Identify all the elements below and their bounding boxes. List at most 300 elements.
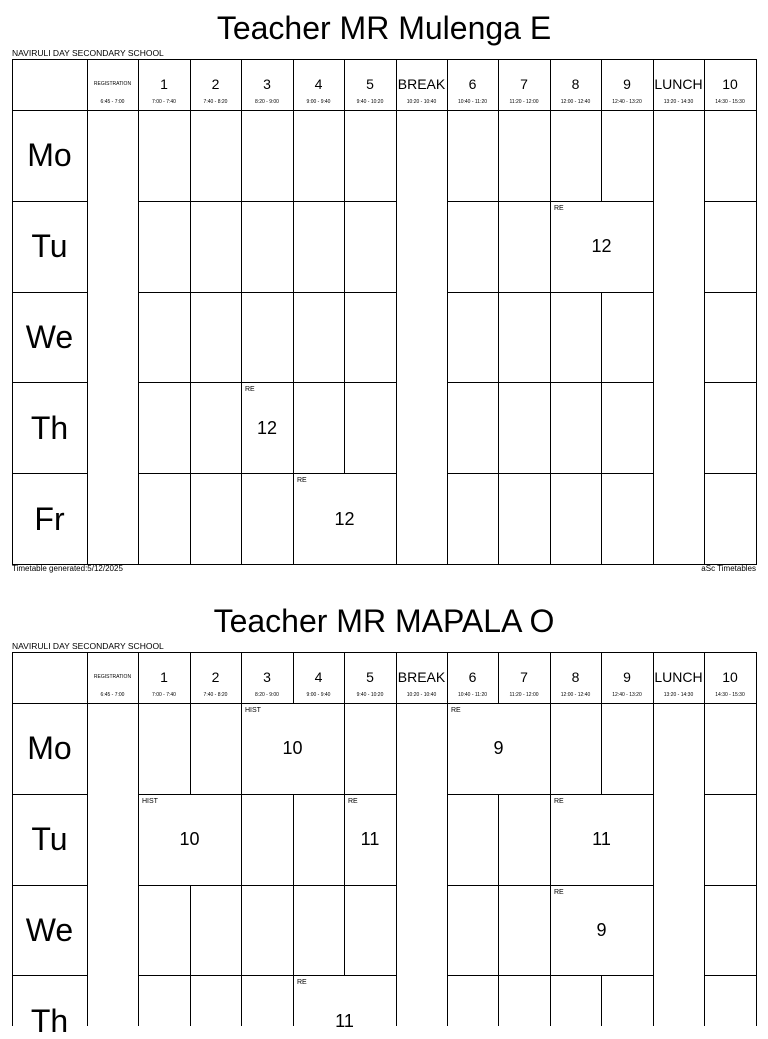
lesson-class: 11 bbox=[360, 829, 380, 850]
cell-separator bbox=[601, 292, 602, 383]
cell-separator bbox=[447, 382, 448, 473]
cell-bottom bbox=[12, 975, 88, 976]
grid-border-right bbox=[756, 652, 757, 1026]
header-time: 9:00 - 9:40 bbox=[306, 99, 331, 105]
cell-separator bbox=[87, 382, 88, 473]
cell-bottom bbox=[550, 975, 602, 976]
lesson-subject: RE bbox=[554, 204, 564, 212]
header-separator bbox=[498, 59, 499, 110]
lesson-class: 11 bbox=[592, 829, 611, 850]
header-separator bbox=[704, 652, 705, 703]
day-label-we: We bbox=[25, 319, 74, 355]
cell-bottom bbox=[498, 292, 551, 293]
header-period-lunch: LUNCH bbox=[654, 669, 703, 685]
cell-separator bbox=[293, 110, 294, 201]
lesson-class: 9 bbox=[596, 920, 607, 940]
cell-separator bbox=[704, 110, 705, 201]
cell-separator bbox=[550, 382, 551, 473]
lesson-subject: RE bbox=[554, 797, 564, 805]
cell-bottom bbox=[293, 382, 345, 383]
header-period-break: BREAK bbox=[397, 669, 446, 685]
day-label-tu: Tu bbox=[31, 821, 68, 858]
cell-bottom bbox=[601, 382, 654, 383]
cell-bottom bbox=[498, 382, 551, 383]
header-period-9: 9 bbox=[623, 76, 631, 92]
cell-separator bbox=[138, 975, 139, 1026]
lesson-subject: RE bbox=[451, 707, 461, 714]
cell-bottom bbox=[293, 794, 345, 795]
cell-separator bbox=[447, 201, 448, 292]
cell-separator bbox=[704, 473, 705, 564]
timetable-title: Teacher MR Mulenga E bbox=[216, 10, 552, 46]
header-period-5: 5 bbox=[366, 76, 374, 92]
grid-header-line bbox=[12, 703, 756, 704]
cell-separator bbox=[138, 382, 139, 473]
cell-separator bbox=[498, 885, 499, 976]
cell-bottom bbox=[190, 975, 242, 976]
header-period-8: 8 bbox=[571, 76, 580, 92]
header-separator bbox=[344, 652, 345, 703]
cell-bottom bbox=[344, 975, 397, 976]
cell-bottom bbox=[447, 473, 499, 474]
cell-bottom bbox=[447, 975, 499, 976]
header-period-6: 6 bbox=[468, 669, 477, 685]
header-period-break: BREAK bbox=[397, 76, 446, 92]
header-period-6: 6 bbox=[468, 76, 477, 92]
cell-separator bbox=[87, 110, 88, 201]
cell-bottom bbox=[550, 201, 602, 202]
header-period-4: 4 bbox=[314, 669, 323, 685]
cell-bottom bbox=[344, 885, 397, 886]
header-separator bbox=[87, 59, 88, 110]
header-time: 12:00 - 12:40 bbox=[560, 692, 591, 698]
cell-bottom bbox=[241, 292, 294, 293]
cell-bottom bbox=[138, 473, 191, 474]
cell-separator bbox=[550, 110, 551, 201]
header-period-10: 10 bbox=[722, 76, 738, 92]
cell-separator bbox=[138, 885, 139, 976]
cell-bottom bbox=[498, 473, 551, 474]
cell-bottom bbox=[293, 885, 345, 886]
cell-separator bbox=[704, 703, 705, 794]
header-time: 12:40 - 13:20 bbox=[612, 692, 642, 698]
cell-bottom bbox=[138, 975, 191, 976]
grid-header-line bbox=[12, 110, 756, 111]
cell-separator bbox=[396, 201, 397, 292]
cell-bottom bbox=[601, 975, 654, 976]
header-separator bbox=[601, 59, 602, 110]
cell-separator bbox=[87, 885, 88, 976]
lesson-class: 10 bbox=[179, 829, 200, 850]
cell-separator bbox=[653, 794, 654, 885]
cell-bottom bbox=[190, 201, 242, 202]
cell-separator bbox=[498, 382, 499, 473]
cell-bottom bbox=[447, 794, 499, 795]
header-time: 9:40 - 10:20 bbox=[356, 692, 384, 698]
cell-bottom bbox=[190, 473, 242, 474]
cell-separator bbox=[241, 794, 242, 885]
header-time: 11:20 - 12:00 bbox=[509, 99, 539, 105]
day-label-we: We bbox=[25, 912, 74, 948]
cell-separator bbox=[344, 110, 345, 201]
cell-separator bbox=[498, 110, 499, 201]
header-separator bbox=[241, 59, 242, 110]
cell-separator bbox=[87, 292, 88, 383]
cell-separator bbox=[704, 975, 705, 1026]
header-time: 10:40 - 11:20 bbox=[457, 692, 488, 698]
cell-separator bbox=[396, 292, 397, 383]
cell-separator bbox=[447, 975, 448, 1026]
cell-bottom bbox=[241, 564, 294, 565]
cell-bottom bbox=[601, 794, 654, 795]
cell-separator bbox=[190, 473, 191, 564]
cell-separator bbox=[396, 885, 397, 976]
header-separator bbox=[653, 59, 654, 110]
header-period-3: 3 bbox=[263, 669, 271, 685]
cell-bottom bbox=[12, 794, 88, 795]
day-label-mo: Mo bbox=[27, 137, 72, 174]
cell-bottom bbox=[498, 975, 551, 976]
cell-bottom bbox=[704, 382, 757, 383]
cell-bottom bbox=[498, 794, 551, 795]
cell-separator bbox=[601, 382, 602, 473]
cell-bottom bbox=[293, 975, 345, 976]
cell-separator bbox=[396, 382, 397, 473]
lesson-subject: RE bbox=[554, 888, 564, 896]
cell-separator bbox=[601, 110, 602, 201]
header-separator bbox=[396, 59, 397, 110]
header-period-4: 4 bbox=[314, 76, 323, 92]
cell-separator bbox=[138, 473, 139, 564]
header-time: 6:45 - 7:00 bbox=[100, 692, 125, 698]
timetable-title: Teacher MR MAPALA O bbox=[213, 603, 555, 639]
cell-separator bbox=[241, 975, 242, 1026]
header-registration: REGISTRATION bbox=[93, 674, 132, 680]
header-time: 9:40 - 10:20 bbox=[356, 99, 384, 105]
header-time: 13:20 - 14:30 bbox=[663, 692, 694, 698]
header-period-lunch: LUNCH bbox=[654, 76, 703, 92]
header-period-10: 10 bbox=[722, 669, 738, 685]
cell-separator bbox=[293, 885, 294, 976]
grid-border-top bbox=[12, 59, 756, 60]
header-period-2: 2 bbox=[211, 76, 220, 92]
header-time: 10:40 - 11:20 bbox=[457, 99, 488, 105]
school-name: NAVIRULI DAY SECONDARY SCHOOL bbox=[12, 48, 164, 58]
cell-bottom bbox=[190, 382, 242, 383]
footer-generated: Timetable generated:5/12/2025 bbox=[12, 564, 123, 573]
header-time: 11:20 - 12:00 bbox=[509, 692, 539, 698]
cell-bottom bbox=[138, 794, 191, 795]
cell-bottom bbox=[601, 292, 654, 293]
school-name: NAVIRULI DAY SECONDARY SCHOOL bbox=[12, 641, 164, 651]
header-separator bbox=[601, 652, 602, 703]
cell-separator bbox=[190, 885, 191, 976]
cell-bottom bbox=[550, 292, 602, 293]
lesson-subject: RE bbox=[245, 386, 255, 394]
cell-bottom bbox=[704, 473, 757, 474]
cell-bottom bbox=[550, 382, 602, 383]
cell-separator bbox=[241, 885, 242, 976]
cell-separator bbox=[447, 473, 448, 564]
cell-separator bbox=[498, 975, 499, 1026]
cell-separator bbox=[550, 703, 551, 794]
header-period-7: 7 bbox=[520, 76, 528, 92]
header-separator bbox=[138, 59, 139, 110]
header-period-7: 7 bbox=[520, 669, 528, 685]
cell-separator bbox=[653, 382, 654, 473]
cell-separator bbox=[344, 382, 345, 473]
cell-separator bbox=[653, 975, 654, 1026]
cell-separator bbox=[396, 703, 397, 794]
header-time: 7:00 - 7:40 bbox=[152, 692, 176, 698]
cell-separator bbox=[138, 292, 139, 383]
cell-separator bbox=[87, 794, 88, 885]
cell-bottom bbox=[241, 794, 294, 795]
cell-bottom bbox=[190, 794, 242, 795]
header-time: 7:40 - 8:20 bbox=[203, 692, 228, 698]
cell-separator bbox=[653, 292, 654, 383]
cell-separator bbox=[396, 794, 397, 885]
cell-bottom bbox=[190, 292, 242, 293]
cell-bottom bbox=[344, 564, 397, 565]
header-time: 12:00 - 12:40 bbox=[560, 99, 591, 105]
grid-border-right bbox=[756, 59, 757, 564]
cell-bottom bbox=[344, 794, 397, 795]
lesson-class: 12 bbox=[256, 417, 278, 438]
cell-bottom bbox=[447, 201, 499, 202]
header-separator bbox=[498, 652, 499, 703]
cell-separator bbox=[241, 110, 242, 201]
cell-separator bbox=[138, 201, 139, 292]
cell-separator bbox=[653, 201, 654, 292]
day-label-fr: Fr bbox=[34, 500, 65, 537]
lesson-subject: RE bbox=[297, 477, 307, 485]
cell-separator bbox=[138, 703, 139, 794]
cell-separator bbox=[704, 382, 705, 473]
cell-separator bbox=[704, 885, 705, 976]
cell-bottom bbox=[498, 201, 551, 202]
header-separator bbox=[138, 652, 139, 703]
cell-separator bbox=[190, 201, 191, 292]
header-separator bbox=[447, 652, 448, 703]
lesson-subject: RE bbox=[297, 979, 307, 987]
cell-bottom bbox=[344, 382, 397, 383]
cell-separator bbox=[344, 292, 345, 383]
cell-separator bbox=[138, 110, 139, 201]
lesson-subject: RE bbox=[348, 797, 358, 805]
header-time: 8:20 - 9:00 bbox=[255, 692, 279, 698]
cell-bottom bbox=[12, 292, 88, 293]
cell-separator bbox=[87, 473, 88, 564]
cell-bottom bbox=[601, 473, 654, 474]
header-period-9: 9 bbox=[623, 669, 631, 685]
cell-bottom bbox=[241, 382, 294, 383]
cell-bottom bbox=[344, 292, 397, 293]
header-time: 10:20 - 10:40 bbox=[406, 99, 437, 105]
grid-border-left bbox=[12, 59, 13, 564]
cell-separator bbox=[87, 975, 88, 1026]
cell-separator bbox=[190, 975, 191, 1026]
header-separator bbox=[190, 652, 191, 703]
header-time: 14:30 - 15:30 bbox=[715, 99, 745, 105]
grid-border-left bbox=[12, 652, 13, 1026]
cell-separator bbox=[190, 110, 191, 201]
cell-separator bbox=[87, 703, 88, 794]
grid-border-top bbox=[12, 652, 756, 653]
cell-separator bbox=[498, 473, 499, 564]
day-label-mo: Mo bbox=[27, 730, 72, 767]
cell-bottom bbox=[447, 292, 499, 293]
header-time: 6:45 - 7:00 bbox=[100, 99, 125, 105]
cell-separator bbox=[704, 201, 705, 292]
cell-bottom bbox=[601, 564, 654, 565]
cell-separator bbox=[293, 201, 294, 292]
cell-bottom bbox=[447, 564, 499, 565]
lesson-subject: HIST bbox=[245, 707, 261, 714]
cell-bottom bbox=[344, 473, 397, 474]
cell-separator bbox=[498, 201, 499, 292]
cell-separator bbox=[704, 292, 705, 383]
cell-bottom bbox=[241, 975, 294, 976]
cell-separator bbox=[550, 975, 551, 1026]
cell-separator bbox=[447, 794, 448, 885]
header-separator bbox=[241, 652, 242, 703]
header-time: 14:30 - 15:30 bbox=[715, 692, 745, 698]
lesson-class: 10 bbox=[282, 738, 303, 759]
cell-separator bbox=[241, 473, 242, 564]
cell-separator bbox=[293, 382, 294, 473]
header-separator bbox=[550, 652, 551, 703]
cell-bottom bbox=[653, 564, 704, 565]
lesson-class: 9 bbox=[493, 738, 504, 759]
header-separator bbox=[447, 59, 448, 110]
header-period-8: 8 bbox=[571, 669, 580, 685]
cell-bottom bbox=[293, 564, 345, 565]
cell-separator bbox=[653, 703, 654, 794]
cell-bottom bbox=[704, 794, 757, 795]
header-period-2: 2 bbox=[211, 669, 220, 685]
header-time: 8:20 - 9:00 bbox=[255, 99, 279, 105]
header-separator bbox=[293, 59, 294, 110]
cell-separator bbox=[447, 292, 448, 383]
cell-bottom bbox=[601, 885, 654, 886]
lesson-class: 12 bbox=[334, 508, 355, 529]
header-separator bbox=[190, 59, 191, 110]
cell-bottom bbox=[293, 473, 345, 474]
cell-bottom bbox=[704, 885, 757, 886]
cell-separator bbox=[241, 201, 242, 292]
header-time: 12:40 - 13:20 bbox=[612, 99, 642, 105]
cell-separator bbox=[190, 703, 191, 794]
header-separator bbox=[396, 652, 397, 703]
cell-bottom bbox=[138, 382, 191, 383]
cell-bottom bbox=[550, 794, 602, 795]
header-period-1: 1 bbox=[160, 76, 168, 92]
cell-separator bbox=[601, 473, 602, 564]
cell-bottom bbox=[12, 382, 88, 383]
cell-bottom bbox=[601, 201, 654, 202]
cell-separator bbox=[396, 975, 397, 1026]
header-separator bbox=[87, 652, 88, 703]
cell-bottom bbox=[190, 885, 242, 886]
cell-separator bbox=[704, 794, 705, 885]
cell-separator bbox=[190, 292, 191, 383]
cell-separator bbox=[447, 885, 448, 976]
cell-bottom bbox=[344, 201, 397, 202]
cell-bottom bbox=[704, 292, 757, 293]
cell-separator bbox=[87, 201, 88, 292]
header-time: 13:20 - 14:30 bbox=[663, 99, 694, 105]
cell-separator bbox=[396, 473, 397, 564]
day-label-th: Th bbox=[30, 409, 69, 446]
header-separator bbox=[704, 59, 705, 110]
cell-bottom bbox=[498, 885, 551, 886]
cell-bottom bbox=[293, 292, 345, 293]
cell-bottom bbox=[704, 975, 757, 976]
cell-separator bbox=[653, 110, 654, 201]
header-separator bbox=[293, 652, 294, 703]
cell-bottom bbox=[138, 292, 191, 293]
cell-separator bbox=[550, 473, 551, 564]
cell-separator bbox=[550, 292, 551, 383]
header-separator bbox=[344, 59, 345, 110]
cell-separator bbox=[498, 794, 499, 885]
header-time: 10:20 - 10:40 bbox=[406, 692, 437, 698]
header-separator bbox=[653, 652, 654, 703]
cell-bottom bbox=[12, 473, 88, 474]
cell-separator bbox=[653, 473, 654, 564]
header-time: 9:00 - 9:40 bbox=[306, 692, 331, 698]
header-period-3: 3 bbox=[263, 76, 271, 92]
cell-bottom bbox=[241, 885, 294, 886]
header-period-5: 5 bbox=[366, 669, 374, 685]
cell-bottom bbox=[241, 473, 294, 474]
cell-separator bbox=[293, 794, 294, 885]
header-separator bbox=[550, 59, 551, 110]
cell-bottom bbox=[704, 201, 757, 202]
cell-bottom bbox=[550, 564, 602, 565]
header-period-1: 1 bbox=[160, 669, 168, 685]
lesson-class: 11 bbox=[335, 1010, 354, 1031]
cell-separator bbox=[344, 703, 345, 794]
cell-separator bbox=[601, 975, 602, 1026]
cell-bottom bbox=[12, 201, 88, 202]
cell-separator bbox=[190, 382, 191, 473]
header-time: 7:40 - 8:20 bbox=[203, 99, 228, 105]
cell-separator bbox=[241, 292, 242, 383]
day-label-tu: Tu bbox=[31, 228, 68, 265]
cell-bottom bbox=[12, 885, 88, 886]
cell-separator bbox=[293, 292, 294, 383]
cell-bottom bbox=[550, 885, 602, 886]
cell-bottom bbox=[293, 201, 345, 202]
header-registration: REGISTRATION bbox=[93, 81, 132, 87]
cell-separator bbox=[344, 201, 345, 292]
cell-separator bbox=[653, 885, 654, 976]
cell-bottom bbox=[138, 201, 191, 202]
cell-bottom bbox=[138, 564, 191, 565]
cell-separator bbox=[498, 292, 499, 383]
header-time: 7:00 - 7:40 bbox=[152, 99, 176, 105]
cell-bottom bbox=[396, 564, 447, 565]
cell-bottom bbox=[498, 564, 551, 565]
lesson-subject: HIST bbox=[142, 797, 158, 805]
cell-bottom bbox=[190, 564, 242, 565]
lesson-class: 12 bbox=[591, 236, 612, 257]
day-label-th: Th bbox=[30, 1002, 69, 1039]
cell-separator bbox=[447, 110, 448, 201]
cell-bottom bbox=[447, 885, 499, 886]
